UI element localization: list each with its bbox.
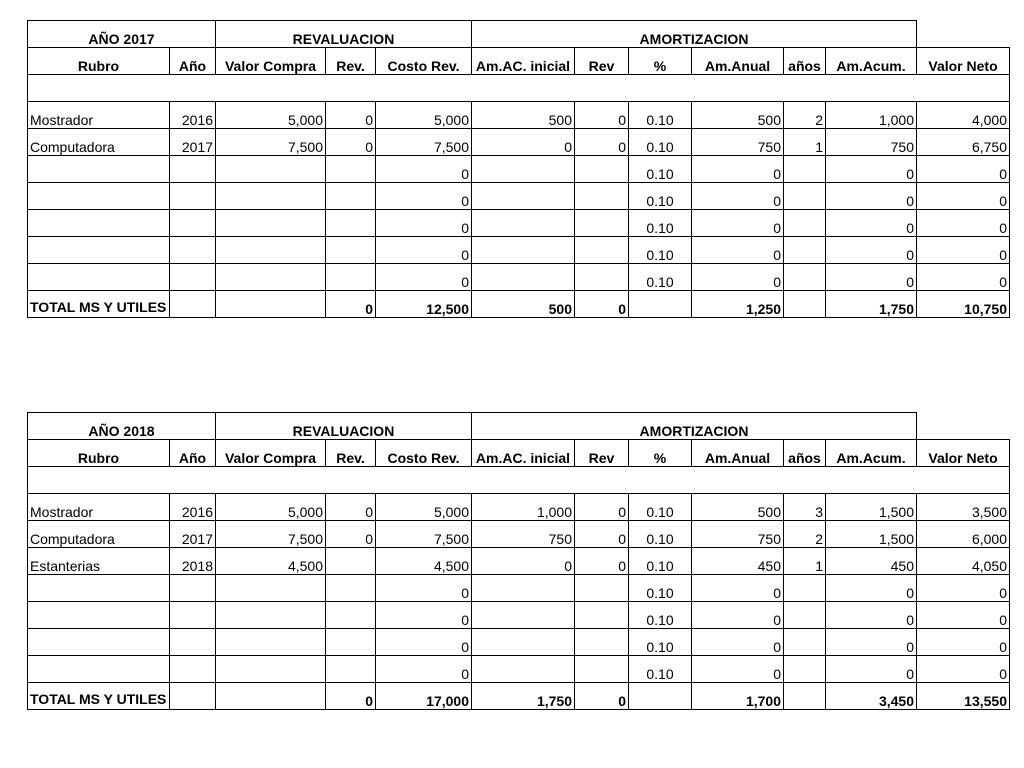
table-row	[28, 521, 1010, 548]
table-cell: 0	[376, 575, 472, 602]
table-cell: 0	[826, 183, 917, 210]
table-cell: 5,000	[376, 494, 472, 521]
table-cell	[170, 210, 216, 237]
table-cell	[326, 602, 376, 629]
col-header: años	[784, 48, 826, 75]
table-cell	[472, 575, 575, 602]
total-row	[28, 291, 1010, 318]
rubro-cell: Estanterias	[28, 548, 170, 575]
table-cell	[216, 629, 326, 656]
total-cell: 0	[575, 683, 629, 710]
total-cell	[629, 291, 692, 318]
total-cell: 1,750	[472, 683, 575, 710]
header-row	[28, 48, 1010, 75]
table-cell: 450	[826, 548, 917, 575]
table-cell: 0	[826, 264, 917, 291]
col-header: Rev.	[326, 440, 376, 467]
data-rows	[28, 494, 1010, 683]
col-header: Valor Compra	[216, 48, 326, 75]
table-cell	[784, 656, 826, 683]
table-cell: 0	[575, 548, 629, 575]
col-header: Am.AC. inicial	[472, 440, 575, 467]
table-cell: 0	[376, 183, 472, 210]
group-revaluacion: REVALUACION	[216, 21, 472, 48]
col-header: Am.AC. inicial	[472, 48, 575, 75]
table-cell	[575, 210, 629, 237]
table-cell: 0	[917, 602, 1010, 629]
table-cell	[784, 264, 826, 291]
table-cell: 0	[917, 656, 1010, 683]
table-cell	[326, 629, 376, 656]
total-cell	[784, 683, 826, 710]
table-row	[28, 102, 1010, 129]
rubro-cell	[28, 210, 170, 237]
table-cell: 0	[326, 129, 376, 156]
table-cell	[326, 156, 376, 183]
table-cell: 0	[917, 183, 1010, 210]
table-cell: 0	[376, 264, 472, 291]
col-header: Valor Neto	[917, 440, 1010, 467]
blank-row	[28, 75, 1010, 102]
table-cell: 0	[692, 629, 784, 656]
total-cell: 0	[326, 291, 376, 318]
table-cell: 500	[692, 494, 784, 521]
table-cell: 500	[692, 102, 784, 129]
table-cell: 4,500	[376, 548, 472, 575]
col-header: Costo Rev.	[376, 48, 472, 75]
table-cell: 7,500	[376, 129, 472, 156]
rubro-cell: Computadora	[28, 129, 170, 156]
table-cell: 0	[917, 575, 1010, 602]
data-rows	[28, 102, 1010, 291]
year-label: AÑO 2017	[28, 21, 216, 48]
table-cell: 0	[376, 656, 472, 683]
table-cell: 5,000	[216, 494, 326, 521]
table-cell: 0	[376, 237, 472, 264]
table-cell: 6,750	[917, 129, 1010, 156]
table-cell	[326, 575, 376, 602]
table-cell: 0	[326, 494, 376, 521]
table-cell	[784, 210, 826, 237]
corner-cell	[917, 21, 1010, 48]
table-cell	[472, 210, 575, 237]
table-cell: 3,500	[917, 494, 1010, 521]
table-cell	[575, 183, 629, 210]
table-cell: 0	[326, 102, 376, 129]
table-row	[28, 548, 1010, 575]
col-header: Am.Anual	[692, 48, 784, 75]
table-cell: 7,500	[216, 129, 326, 156]
table-cell: 0	[917, 210, 1010, 237]
table-cell: 1	[784, 129, 826, 156]
year-label: AÑO 2018	[28, 413, 216, 440]
table-cell: 0.10	[629, 548, 692, 575]
table-cell: 0	[917, 237, 1010, 264]
table-cell: 0	[692, 264, 784, 291]
total-cell	[170, 291, 216, 318]
table-row	[28, 602, 1010, 629]
table-cell: 0.10	[629, 156, 692, 183]
table-cell	[575, 156, 629, 183]
table-cell	[170, 602, 216, 629]
table-cell: 750	[692, 129, 784, 156]
table-cell: 0	[575, 129, 629, 156]
header-row	[28, 440, 1010, 467]
table-cell: 750	[692, 521, 784, 548]
table-cell	[216, 210, 326, 237]
table-cell: 0	[917, 629, 1010, 656]
table-cell: 0.10	[629, 602, 692, 629]
total-cell	[216, 683, 326, 710]
table-cell	[472, 602, 575, 629]
table-cell	[216, 264, 326, 291]
table-row	[28, 264, 1010, 291]
table-cell	[216, 156, 326, 183]
table-cell	[326, 264, 376, 291]
table-row	[28, 129, 1010, 156]
table-cell: 0	[917, 156, 1010, 183]
table-row	[28, 237, 1010, 264]
table-cell: 750	[826, 129, 917, 156]
table-cell: 450	[692, 548, 784, 575]
table-cell: 2018	[170, 548, 216, 575]
table-cell	[784, 575, 826, 602]
total-cell	[216, 291, 326, 318]
total-cell: 17,000	[376, 683, 472, 710]
table-cell	[784, 183, 826, 210]
table-cell	[216, 656, 326, 683]
col-header: Rev.	[326, 48, 376, 75]
rubro-cell	[28, 237, 170, 264]
table-row	[28, 575, 1010, 602]
total-cell: 0	[575, 291, 629, 318]
table-cell	[170, 264, 216, 291]
total-cell: 0	[326, 683, 376, 710]
table-row	[28, 656, 1010, 683]
col-header: Am.Acum.	[826, 48, 917, 75]
table-cell: 0.10	[629, 210, 692, 237]
table-cell	[170, 156, 216, 183]
table-cell	[575, 264, 629, 291]
table-cell: 0	[826, 237, 917, 264]
table-cell	[216, 237, 326, 264]
total-cell: 13,550	[917, 683, 1010, 710]
table-cell: 5,000	[376, 102, 472, 129]
total-cell: 1,250	[692, 291, 784, 318]
table-cell: 7,500	[376, 521, 472, 548]
col-header: Rubro	[28, 48, 170, 75]
table-cell: 0	[826, 656, 917, 683]
table-cell	[216, 602, 326, 629]
table-cell: 0.10	[629, 494, 692, 521]
table-row	[28, 494, 1010, 521]
rubro-cell: Computadora	[28, 521, 170, 548]
table-cell: 4,050	[917, 548, 1010, 575]
table-cell: 7,500	[216, 521, 326, 548]
table-cell: 0.10	[629, 656, 692, 683]
rubro-cell	[28, 575, 170, 602]
table-cell: 0	[376, 629, 472, 656]
table-cell	[575, 575, 629, 602]
col-header: años	[784, 440, 826, 467]
col-header: Valor Compra	[216, 440, 326, 467]
col-header: Año	[170, 440, 216, 467]
total-cell: 1,700	[692, 683, 784, 710]
blank-cell	[28, 75, 1010, 102]
table-cell	[170, 575, 216, 602]
table-cell: 0	[917, 264, 1010, 291]
total-cell: 3,450	[826, 683, 917, 710]
table-cell: 0	[376, 602, 472, 629]
table-cell	[326, 548, 376, 575]
table-cell	[784, 629, 826, 656]
table-cell: 3	[784, 494, 826, 521]
table-cell	[170, 629, 216, 656]
table-cell: 0	[692, 237, 784, 264]
table-cell	[472, 264, 575, 291]
rubro-cell	[28, 264, 170, 291]
table-cell: 1,500	[826, 521, 917, 548]
table-cell: 500	[472, 102, 575, 129]
table-cell	[216, 183, 326, 210]
rubro-cell: Mostrador	[28, 102, 170, 129]
total-cell: 10,750	[917, 291, 1010, 318]
table-cell	[472, 629, 575, 656]
table-cell: 0.10	[629, 129, 692, 156]
table-cell	[170, 237, 216, 264]
table-cell: 4,000	[917, 102, 1010, 129]
total-cell	[784, 291, 826, 318]
table-cell	[170, 183, 216, 210]
table-cell: 0	[472, 548, 575, 575]
rubro-cell: Mostrador	[28, 494, 170, 521]
table-cell	[472, 156, 575, 183]
table-2018	[27, 412, 1010, 710]
rubro-cell	[28, 183, 170, 210]
table-cell: 0.10	[629, 102, 692, 129]
table-cell: 6,000	[917, 521, 1010, 548]
table-cell	[326, 237, 376, 264]
col-header: Rev	[575, 48, 629, 75]
table-cell	[326, 183, 376, 210]
table-2017	[27, 20, 1010, 318]
blank-cell	[28, 467, 1010, 494]
table-cell: 0	[575, 521, 629, 548]
table-cell: 1,500	[826, 494, 917, 521]
table-cell	[575, 602, 629, 629]
table-cell: 0	[326, 521, 376, 548]
table-cell: 2	[784, 102, 826, 129]
table-cell: 0	[575, 494, 629, 521]
rubro-cell	[28, 602, 170, 629]
table-cell: 5,000	[216, 102, 326, 129]
table-cell	[326, 656, 376, 683]
table-cell: 1,000	[472, 494, 575, 521]
rubro-cell	[28, 656, 170, 683]
table-cell: 0	[826, 602, 917, 629]
col-header: Rubro	[28, 440, 170, 467]
table-cell	[216, 575, 326, 602]
group-amortizacion: AMORTIZACION	[472, 21, 917, 48]
table-cell: 750	[472, 521, 575, 548]
table-cell: 0	[826, 575, 917, 602]
total-cell: 500	[472, 291, 575, 318]
table-cell: 0	[692, 156, 784, 183]
table-cell	[575, 629, 629, 656]
blank-row	[28, 467, 1010, 494]
table-cell	[784, 237, 826, 264]
table-cell: 0	[826, 629, 917, 656]
table-cell	[575, 656, 629, 683]
col-header: Am.Acum.	[826, 440, 917, 467]
table-cell	[575, 237, 629, 264]
table-cell: 0	[376, 210, 472, 237]
table-cell: 0.10	[629, 521, 692, 548]
table-cell: 2017	[170, 129, 216, 156]
total-label: TOTAL MS Y UTILES	[28, 683, 170, 710]
col-header: Rev	[575, 440, 629, 467]
group-amortizacion: AMORTIZACION	[472, 413, 917, 440]
table-cell: 0	[692, 602, 784, 629]
table-cell: 2	[784, 521, 826, 548]
table-cell	[472, 237, 575, 264]
table-cell: 0	[376, 156, 472, 183]
table-cell: 0	[692, 210, 784, 237]
col-header: %	[629, 48, 692, 75]
table-cell: 4,500	[216, 548, 326, 575]
table-cell: 0	[826, 210, 917, 237]
total-label: TOTAL MS Y UTILES	[28, 291, 170, 318]
table-cell: 1,000	[826, 102, 917, 129]
rubro-cell	[28, 156, 170, 183]
table-cell: 0	[692, 656, 784, 683]
group-revaluacion: REVALUACION	[216, 413, 472, 440]
total-cell: 1,750	[826, 291, 917, 318]
table-cell	[784, 602, 826, 629]
table-cell	[472, 656, 575, 683]
table-cell: 0.10	[629, 575, 692, 602]
table-cell: 2016	[170, 102, 216, 129]
total-cell	[629, 683, 692, 710]
table-cell: 0	[472, 129, 575, 156]
table-cell	[170, 656, 216, 683]
total-cell: 12,500	[376, 291, 472, 318]
table-cell: 0.10	[629, 264, 692, 291]
col-header: Valor Neto	[917, 48, 1010, 75]
table-cell: 2016	[170, 494, 216, 521]
table-cell	[472, 183, 575, 210]
col-header: %	[629, 440, 692, 467]
table-cell	[326, 210, 376, 237]
total-cell	[170, 683, 216, 710]
table-row	[28, 629, 1010, 656]
table-cell: 0	[692, 183, 784, 210]
col-header: Am.Anual	[692, 440, 784, 467]
rubro-cell	[28, 629, 170, 656]
table-cell: 2017	[170, 521, 216, 548]
col-header: Año	[170, 48, 216, 75]
table-cell: 0.10	[629, 237, 692, 264]
total-row	[28, 683, 1010, 710]
col-header: Costo Rev.	[376, 440, 472, 467]
table-cell	[784, 156, 826, 183]
table-row	[28, 156, 1010, 183]
corner-cell	[917, 413, 1010, 440]
table-cell: 0.10	[629, 629, 692, 656]
table-cell: 0	[692, 575, 784, 602]
table-cell: 0	[575, 102, 629, 129]
table-cell: 0	[826, 156, 917, 183]
table-cell: 1	[784, 548, 826, 575]
table-row	[28, 210, 1010, 237]
table-row	[28, 183, 1010, 210]
table-cell: 0.10	[629, 183, 692, 210]
